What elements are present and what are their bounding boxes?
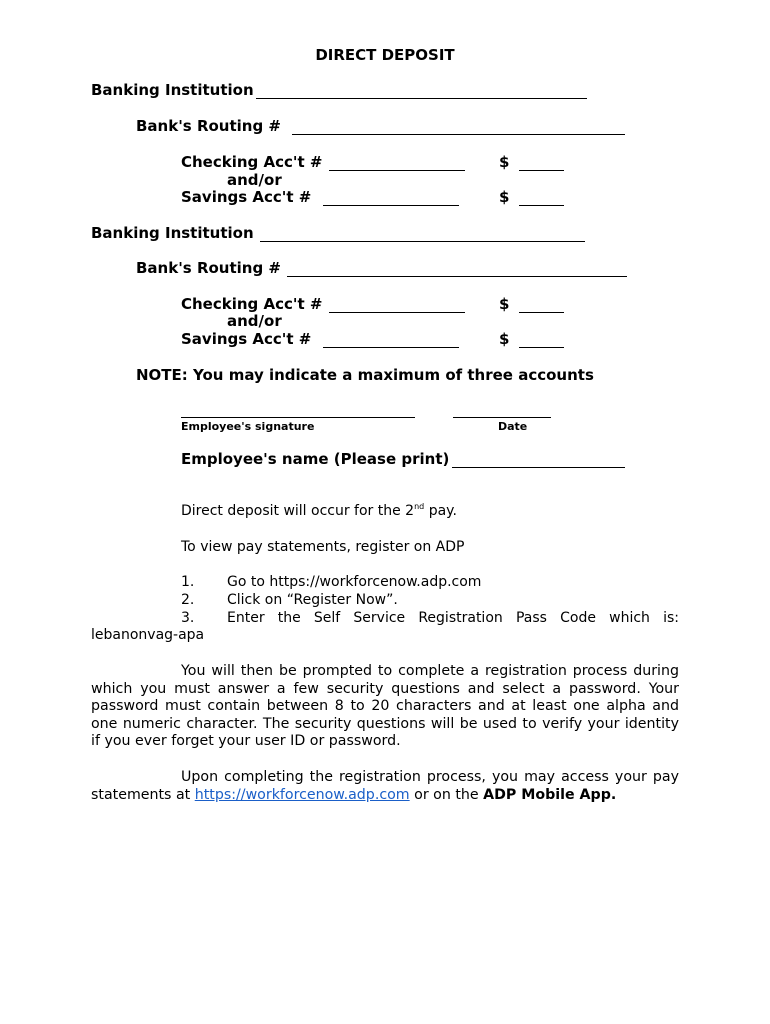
routing-label-2: Bank's Routing #	[136, 259, 282, 277]
checking-account-field-1[interactable]	[329, 170, 465, 171]
signature-field[interactable]	[181, 417, 415, 418]
registration-instructions: You will then be prompted to complete a registration process during which you must answer a few security questions and select a password. Your password must contain between 8 to 20 characters and at least one alpha and one numeric character. The security questions will be used to verify your identity if you ever forget your user ID or password.	[91, 663, 679, 750]
checking-dollar-sign-2: $	[499, 295, 510, 313]
banking-institution-label-1: Banking Institution	[91, 81, 254, 99]
checking-label-2: Checking Acc't #	[181, 295, 323, 313]
banking-institution-label-2: Banking Institution	[91, 224, 254, 242]
checking-dollar-sign-1: $	[499, 153, 510, 171]
savings-dollar-sign-1: $	[499, 188, 510, 206]
deposit-timing-text: Direct deposit will occur for the 2nd pay.	[181, 502, 457, 519]
date-label: Date	[498, 420, 528, 433]
routing-field-2[interactable]	[287, 276, 627, 277]
adp-mobile-app-text: ADP Mobile App.	[483, 786, 617, 803]
checking-amount-field-2[interactable]	[519, 312, 564, 313]
andor-label-1: and/or	[227, 171, 282, 189]
employee-name-field[interactable]	[452, 467, 625, 468]
date-field[interactable]	[453, 417, 551, 418]
page-title: DIRECT DEPOSIT	[315, 46, 455, 64]
checking-label-1: Checking Acc't #	[181, 153, 323, 171]
savings-label-1: Savings Acc't #	[181, 188, 312, 206]
workforcenow-link[interactable]: https://workforcenow.adp.com	[194, 786, 410, 803]
checking-amount-field-1[interactable]	[519, 170, 564, 171]
savings-label-2: Savings Acc't #	[181, 330, 312, 348]
step-3-number: 3.	[181, 610, 195, 626]
banking-institution-field-2[interactable]	[260, 241, 585, 242]
routing-label-1: Bank's Routing #	[136, 117, 282, 135]
view-statements-text: To view pay statements, register on ADP	[181, 539, 465, 555]
pass-code: lebanonvag-apa	[91, 627, 205, 643]
step-2-number: 2.	[181, 592, 195, 608]
step-3-text: Enter the Self Service Registration Pass Code which is:	[227, 610, 679, 626]
step-1-number: 1.	[181, 574, 195, 590]
completion-instructions: Upon completing the registration process, you may access your pay statements at https://workforcenow.adp.com or on the ADP Mobile App.	[91, 769, 679, 803]
max-accounts-note: NOTE: You may indicate a maximum of three accounts	[136, 366, 594, 384]
routing-field-1[interactable]	[292, 134, 625, 135]
savings-account-field-2[interactable]	[323, 347, 459, 348]
savings-dollar-sign-2: $	[499, 330, 510, 348]
savings-account-field-1[interactable]	[323, 205, 459, 206]
checking-account-field-2[interactable]	[329, 312, 465, 313]
step-2-text: Click on “Register Now”.	[227, 592, 398, 608]
savings-amount-field-2[interactable]	[519, 347, 564, 348]
andor-label-2: and/or	[227, 312, 282, 330]
step-1-text: Go to https://workforcenow.adp.com	[227, 574, 482, 590]
banking-institution-field-1[interactable]	[256, 98, 587, 99]
employee-name-label: Employee's name (Please print)	[181, 450, 450, 468]
savings-amount-field-1[interactable]	[519, 205, 564, 206]
signature-label: Employee's signature	[181, 420, 315, 433]
